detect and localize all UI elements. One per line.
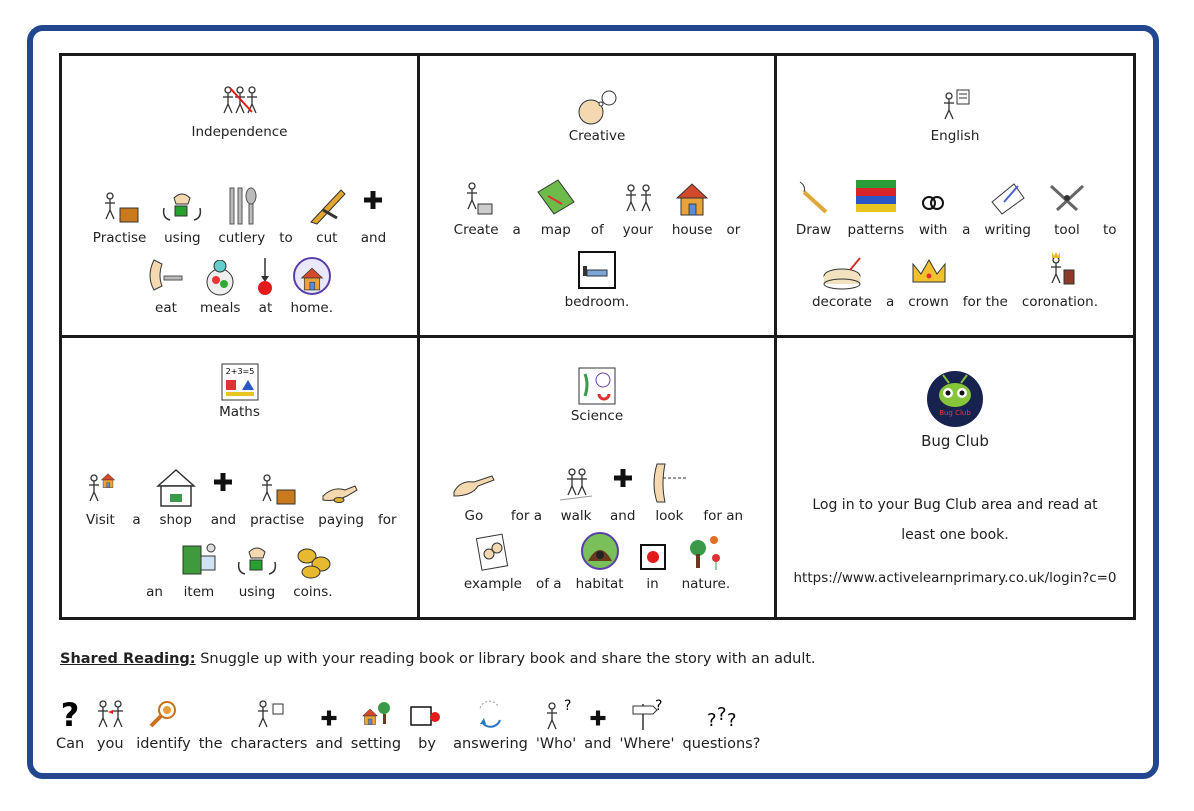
english-heading: English: [777, 88, 1133, 144]
example-icon: [475, 532, 511, 572]
meals-icon: [200, 260, 240, 296]
plus-symbol-2: and: [204, 468, 243, 528]
word-at: at: [247, 252, 283, 316]
independence-icon: [215, 84, 265, 122]
cell-science: [419, 337, 776, 618]
paying-icon: [320, 472, 362, 508]
word-look: look: [642, 460, 696, 524]
word-example: example: [457, 528, 529, 592]
with-icon: [918, 188, 948, 218]
word-home: home.: [283, 252, 340, 316]
word-habitat: habitat: [569, 528, 631, 592]
word-eat: eat: [139, 252, 193, 316]
word-a3: a: [885, 294, 895, 310]
writing-icon: [988, 178, 1028, 218]
maths-icon: [219, 362, 261, 402]
word-bedroom: bedroom.: [558, 246, 637, 310]
svg-text:?: ?: [655, 698, 663, 714]
coronation-icon: [1040, 250, 1080, 290]
word-questions: ? ? ? questions?: [679, 688, 765, 752]
create-icon: [456, 178, 496, 218]
word-map: map: [528, 174, 584, 238]
word-walk: walk: [549, 460, 603, 524]
word-practise2: practise: [243, 464, 311, 528]
word-create: Create: [447, 174, 506, 238]
plus-icon: [611, 466, 635, 490]
english-line-2: [777, 246, 1133, 310]
svg-text:?: ?: [60, 696, 80, 732]
question-mark-icon: [57, 696, 83, 732]
map-icon: [535, 178, 577, 218]
word-writing: writing: [977, 174, 1038, 238]
crown-icon: [909, 254, 949, 290]
word-of-a: of a: [535, 575, 562, 592]
word-cut: cut: [300, 182, 354, 246]
tool-icon: [1045, 178, 1089, 218]
word-a: a: [512, 222, 521, 238]
science-line-1: [420, 460, 774, 524]
word-with: with: [911, 174, 955, 238]
at-icon: [254, 256, 276, 296]
word-nature: nature.: [675, 528, 738, 592]
in-icon: [638, 542, 668, 572]
look-icon: [649, 462, 689, 504]
word-answering: answering: [449, 688, 532, 752]
word-by: by: [405, 688, 449, 752]
questions-icon: [701, 700, 741, 732]
plus-icon: [211, 470, 235, 494]
cell-english: [776, 56, 1133, 337]
activity-grid: [59, 53, 1136, 620]
word-the: the: [198, 736, 223, 752]
word-who: ? 'Who': [535, 698, 577, 752]
svg-text:2+3=5: 2+3=5: [225, 366, 254, 376]
walk-icon: [556, 464, 596, 504]
home-icon: [292, 256, 332, 296]
practise-icon: [98, 184, 142, 226]
word-coronation: coronation.: [1015, 246, 1105, 310]
creative-line-2: [420, 246, 774, 310]
word-using2: using: [228, 536, 286, 600]
svg-text:?: ?: [727, 710, 738, 731]
creative-line-1: [420, 174, 774, 238]
house-icon: [672, 178, 712, 218]
word-to2: to: [1102, 222, 1117, 238]
cut-icon: [307, 184, 347, 226]
svg-text:?: ?: [717, 704, 728, 725]
plus-icon: [361, 188, 385, 212]
you-icon: [92, 696, 128, 732]
shared-reading-text: Shared Reading: Snuggle up with your reading book or library book and share the story with an adult.: [60, 651, 816, 667]
word-draw: Draw: [787, 174, 841, 238]
word-coins: coins.: [286, 536, 340, 600]
cell-maths: [62, 337, 419, 618]
cell-creative: [419, 56, 776, 337]
answering-icon: [472, 696, 508, 732]
science-heading: Science: [420, 366, 774, 424]
word-of: of: [590, 222, 604, 238]
word-in: in: [631, 528, 675, 592]
coins-icon: [293, 544, 333, 580]
independence-line-2: [62, 252, 417, 316]
bug-club-logo-icon: [926, 370, 984, 428]
word-decorate: decorate: [805, 246, 879, 310]
word-for-the: for the: [962, 294, 1008, 310]
word-for-a: for a: [510, 507, 543, 524]
characters-icon: [251, 696, 287, 732]
independence-heading: [62, 84, 417, 140]
plus-icon: [319, 708, 339, 728]
word-you: you: [88, 688, 132, 752]
word-a2: a: [962, 222, 971, 238]
cutlery-icon: [224, 184, 260, 226]
by-icon: [409, 702, 445, 732]
independence-line-1: [62, 182, 417, 246]
word-tool: tool: [1038, 174, 1096, 238]
word-for: for: [378, 511, 397, 528]
plus-symbol: and: [354, 186, 393, 246]
word-where: ? 'Where': [619, 698, 675, 752]
svg-text:?: ?: [564, 698, 572, 714]
word-a4: a: [132, 511, 141, 528]
nature-icon: [686, 532, 726, 572]
svg-text:Bug Club: Bug Club: [939, 408, 971, 417]
word-item: item: [170, 536, 228, 600]
word-for-an: for an: [703, 507, 744, 524]
word-cutlery: cutlery: [211, 182, 272, 246]
word-meals: meals: [193, 252, 248, 316]
plus-symbol-5: and: [580, 688, 615, 752]
shared-reading-label: Shared Reading:: [60, 651, 196, 667]
word-to: to: [279, 230, 293, 246]
eat-icon: [146, 256, 186, 296]
using-icon: [160, 188, 204, 226]
independence-title: Independence: [191, 124, 288, 140]
word-characters: characters: [227, 688, 312, 752]
word-or: or: [726, 222, 741, 238]
item-icon: [177, 540, 221, 580]
using-icon: [235, 542, 279, 580]
your-icon: [618, 178, 658, 218]
creative-heading: Creative: [420, 90, 774, 144]
svg-text:?: ?: [707, 710, 718, 731]
maths-heading: 2+3=5 Maths: [62, 362, 417, 420]
english-line-1: [777, 174, 1133, 238]
magnifier-icon: [145, 696, 181, 732]
setting-icon: [358, 696, 394, 732]
who-icon: [538, 696, 574, 732]
bedroom-icon: [576, 250, 618, 290]
word-practise: Practise: [86, 182, 154, 246]
bug-club-instructions: Log in to your Bug Club area and read at least one book.: [812, 496, 1098, 543]
cell-independence: [62, 56, 419, 337]
draw-icon: [794, 178, 834, 218]
maths-line-1: [62, 464, 417, 528]
maths-line-2: [62, 536, 417, 600]
practise-icon: [255, 466, 299, 508]
decorate-icon: [820, 254, 864, 290]
word-can: ? Can: [56, 696, 85, 752]
science-line-2: [420, 528, 774, 592]
word-crown: crown: [901, 246, 956, 310]
bottom-instruction-line: [52, 688, 764, 752]
bug-club-link[interactable]: https://www.activelearnprimary.co.uk/login?c=0: [793, 569, 1117, 586]
word-an: an: [146, 583, 163, 600]
bug-club-heading: Bug Club Bug Club: [777, 370, 1133, 450]
word-paying: paying: [311, 464, 371, 528]
visit-icon: [82, 468, 118, 508]
plus-symbol-3: and: [603, 464, 642, 524]
go-icon: [451, 468, 497, 504]
shop-icon: [155, 468, 197, 508]
word-your: your: [611, 174, 665, 238]
plus-icon: [588, 708, 608, 728]
word-using: using: [153, 182, 211, 246]
english-icon: [930, 88, 980, 126]
word-setting: setting: [347, 688, 405, 752]
patterns-icon: [854, 178, 898, 218]
science-icon: [576, 366, 618, 406]
word-identify: identify: [132, 688, 195, 752]
cell-bug-club: [776, 337, 1133, 618]
word-visit: Visit: [75, 464, 125, 528]
word-patterns: patterns: [841, 174, 912, 238]
word-go: Go: [444, 460, 504, 524]
where-icon: [629, 696, 665, 732]
word-shop: shop: [148, 464, 204, 528]
plus-symbol-4: and: [312, 688, 347, 752]
word-house: house: [665, 174, 720, 238]
habitat-icon: [579, 530, 621, 572]
creative-icon: [572, 90, 622, 126]
